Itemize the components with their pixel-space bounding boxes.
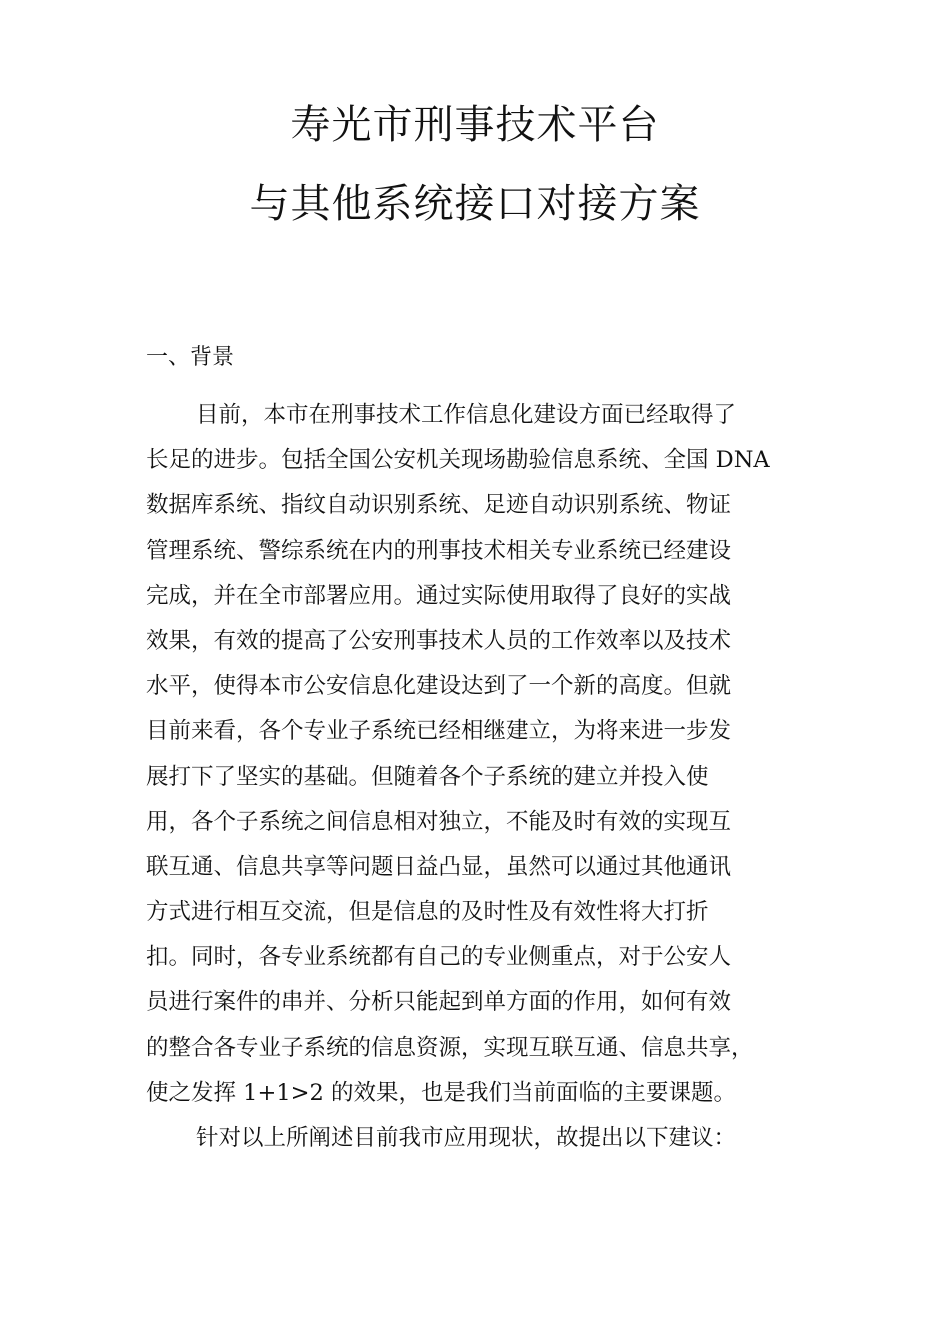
paragraph-line: 完成，并在全市部署应用。通过实际使用取得了良好的实战 xyxy=(146,582,732,609)
paragraph-line: 目前，本市在刑事技术工作信息化建设方面已经取得了 xyxy=(196,402,737,428)
paragraph-line: 针对以上所阐述目前我市应用现状，故提出以下建议： xyxy=(196,1125,737,1151)
paragraph-line: 数据库系统、指纹自动识别系统、足迹自动识别系统、物证 xyxy=(146,492,732,519)
document-title xyxy=(0,100,950,229)
paragraph-line: 方式进行相互交流，但是信息的及时性及有效性将大打折 xyxy=(146,899,709,926)
paragraph-line: 使之发挥 1+1>2 的效果，也是我们当前面临的主要课题。 xyxy=(146,1079,736,1106)
paragraph-line: 长足的进步。包括全国公安机关现场勘验信息系统、全国 DNA xyxy=(146,447,770,474)
paragraph-line: 的整合各专业子系统的信息资源，实现互联互通、信息共享， xyxy=(146,1034,754,1061)
paragraph-line: 扣。同时，各专业系统都有自己的专业侧重点，对于公安人 xyxy=(146,944,732,971)
paragraph-line: 用，各个子系统之间信息相对独立，不能及时有效的实现互 xyxy=(146,808,732,835)
section-heading-background: 一、背景 xyxy=(146,345,235,370)
paragraph-line: 管理系统、警综系统在内的刑事技术相关专业系统已经建设 xyxy=(146,537,732,564)
paragraph-line: 水平，使得本市公安信息化建设达到了一个新的高度。但就 xyxy=(146,673,732,700)
title-line-2: 与其他系统接口对接方案 xyxy=(249,181,701,227)
paragraph-line: 效果，有效的提高了公安刑事技术人员的工作效率以及技术 xyxy=(146,627,732,654)
title-line-1: 寿光市刑事技术平台 xyxy=(290,102,660,148)
paragraph-line: 展打下了坚实的基础。但随着各个子系统的建立并投入使 xyxy=(146,763,709,790)
paragraph-line: 员进行案件的串并、分析只能起到单方面的作用，如何有效 xyxy=(146,989,732,1016)
paragraph-line: 联互通、信息共享等问题日益凸显，虽然可以通过其他通讯 xyxy=(146,853,732,880)
body-text xyxy=(146,393,812,1161)
paragraph-line: 目前来看，各个专业子系统已经相继建立，为将来进一步发 xyxy=(146,718,732,745)
